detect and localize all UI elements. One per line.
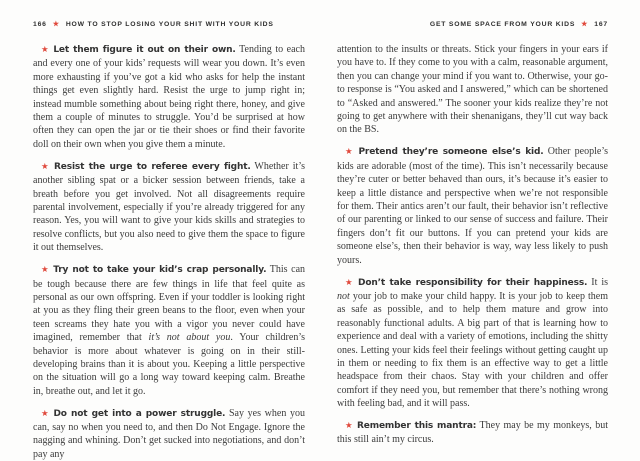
star-bullet-icon: ★ bbox=[41, 44, 50, 54]
running-head-right bbox=[337, 20, 608, 28]
paragraph-lead: Do not get into a power struggle. bbox=[53, 408, 226, 419]
page-number-left: 166 bbox=[33, 20, 47, 28]
star-bullet-icon: ★ bbox=[345, 276, 355, 287]
page-left bbox=[0, 0, 320, 460]
continuation-paragraph bbox=[337, 43, 608, 137]
star-bullet-icon: ★ bbox=[345, 420, 354, 431]
running-title-left: HOW TO STOP LOSING YOUR SHIT WITH YOUR KIDS bbox=[65, 20, 274, 28]
paragraph-lead: Pretend they’re someone else’s kid. bbox=[358, 147, 544, 158]
page-number-right: 167 bbox=[594, 20, 608, 28]
paragraph-text: not bbox=[337, 290, 350, 302]
star-bullet-icon: ★ bbox=[345, 146, 355, 157]
star-bullet-icon: ★ bbox=[41, 160, 51, 171]
paragraph-lead: Try not to take your kid’s crap personally. bbox=[53, 265, 267, 276]
paragraph-text: Tending to each and every one of your kids’ requests will wear you down. It’s even more exhausting if you’ve got a kid who asks for help the instant things get even slightly hard. Resist the urge to jump right in; instead mumble something about being right there, honey, and give them a couple of minutes to struggle. You’d be surprised at how often they can open the jar or tie their shoes or find their favorite doll on their own when you give them a minute. bbox=[33, 44, 305, 150]
paragraph-text: your job to make your child happy. It is your job to keep them as safe as possible, and to help them mature and grow into reasonably functional adults. A big part of that is learning how to experience and deal with a variety of emotions, including the shitty ones. Letting your kids feel their feelings without getting caught up in them or needing to fix them is an effective way to get a little headspace from their chaos. Stay with your children and offer comfort if they need you, but remember that there’s nothing wrong with feeling bad, and it will pass. bbox=[337, 290, 608, 410]
paragraph-lead: Remember this mantra: bbox=[356, 421, 477, 432]
paragraph-text: This can be tough because there are few things in life that feel quite as personal as our own offspring. Even if your toddler is looking right at you as they fling their green beans to the floor, even when your teen screams they hate you with a vigor you never could have imagined, remember that bbox=[33, 264, 306, 344]
tip-paragraph bbox=[337, 419, 608, 447]
paragraph-lead: Don’t take responsibility for their happiness. bbox=[358, 277, 588, 288]
paragraph-text: They may be my monkeys, but this still ain’t my circus. bbox=[337, 420, 609, 446]
star-icon: ★ bbox=[52, 21, 60, 28]
paragraph-text: it’s not about you bbox=[148, 332, 231, 344]
paragraph-text: Other people’s kids are adorable (most of the time). This isn’t necessarily because they’re cuter or better behaved than ours, it’s because it’s easier to keep a little distance and perspective when we’re not responsible for them. Their antics aren’t our fault, their behavior isn’t reflective of our parenting or linked to our sense of success and failure. Their fingers don’t fit our buttons. If you can pretend your kids are someone else’s, then their behavior is way, way less likely to push yours. bbox=[337, 146, 608, 266]
running-head-left bbox=[33, 20, 305, 28]
paragraph-text: It is bbox=[591, 276, 609, 288]
star-bullet-icon: ★ bbox=[41, 407, 50, 418]
paragraph-lead: Resist the urge to referee every fight. bbox=[54, 161, 251, 172]
tip-paragraph bbox=[33, 263, 305, 398]
paragraph-text: Say yes when you can, say no when you need to, and then Do Not Engage. Ignore the nagging and whining. Don’t get sucked into negotiations, and don’t pay any bbox=[33, 407, 306, 460]
star-icon: ★ bbox=[581, 21, 589, 28]
text-column-left bbox=[33, 43, 305, 461]
tip-paragraph bbox=[337, 145, 608, 267]
tip-paragraph bbox=[33, 407, 305, 461]
paragraph-lead: Let them figure it out on their own. bbox=[53, 45, 236, 55]
star-bullet-icon: ★ bbox=[41, 264, 50, 275]
paragraph-text: . Your children’s behavior is more about whatever is going on in their still-developing brains than it is about you. Keeping a little perspective on the situation will go a long way toward keeping calm. Breathe in, breathe out, and let it go. bbox=[33, 332, 305, 397]
text-column-right bbox=[337, 43, 608, 447]
paragraph-text: attention to the insults or threats. Stick your fingers in your ears if you have to. If they come to you with a calm, reasonable argument, then you can change your mind if you want to. Otherwise, your go-to response is “You asked and I answered,” which can be shortened to “Asked and answered.” The sooner your kids realize they’re not going to get anywhere with their shenanigans, they’ll cut way back on the BS. bbox=[337, 44, 608, 136]
paragraph-text: Whether it’s another sibling spat or a bicker session between friends, take a breath before you get involved. Not all disagreements require parental involvement, especially if you’re already triggered for any reason. Yes, you will want to give your kids skills and strategies to resolve conflicts, but you also need to give them the space to figure it out themselves. bbox=[33, 160, 306, 254]
tip-paragraph bbox=[337, 276, 608, 411]
tip-paragraph bbox=[33, 43, 305, 151]
tip-paragraph bbox=[33, 160, 305, 255]
running-title-right: GET SOME SPACE FROM YOUR KIDS bbox=[429, 20, 576, 28]
page-right bbox=[320, 0, 640, 445]
